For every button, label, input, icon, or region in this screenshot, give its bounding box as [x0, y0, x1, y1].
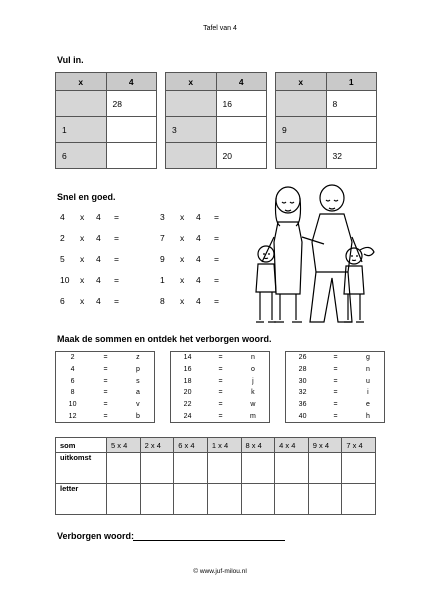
sum-cell: 1 x 4 [207, 438, 241, 453]
letter-cell[interactable] [342, 484, 376, 515]
table-header-cell: x [56, 73, 107, 91]
family-illustration [240, 182, 390, 332]
drill-factor: 7 [160, 233, 165, 243]
table-header-cell: x [166, 73, 217, 91]
letter-cell[interactable] [275, 484, 309, 515]
drill-factor: 2 [60, 233, 65, 243]
table-cell-value: 9 [276, 117, 327, 143]
code-row: 20 = k [183, 389, 255, 397]
drill-token: x [180, 212, 185, 222]
drill-factor: 4 [60, 212, 65, 222]
drill-factor: 9 [160, 254, 165, 264]
table-cell-input[interactable] [216, 117, 267, 143]
drill-equals: = [214, 254, 219, 264]
code-row: 40 = h [298, 412, 370, 420]
code-row: 6 = s [70, 377, 140, 385]
code-row: 4 = p [70, 366, 140, 374]
drill-token: 4 [196, 233, 201, 243]
drill-token: x [180, 233, 185, 243]
drill-equals: = [114, 275, 119, 285]
drill-token: 4 [196, 275, 201, 285]
drill-token: 4 [196, 212, 201, 222]
drill-token: x [80, 296, 85, 306]
section-heading-vul-in: Vul in. [57, 55, 84, 65]
answer-cell[interactable] [342, 453, 376, 484]
letter-cell[interactable] [241, 484, 275, 515]
code-table-3 [285, 351, 385, 423]
drill-token: 4 [96, 275, 101, 285]
drill-equals: = [114, 233, 119, 243]
sum-cell: 7 x 4 [342, 438, 376, 453]
answer-cell[interactable] [308, 453, 342, 484]
drill-token: x [180, 275, 185, 285]
drill-factor: 5 [60, 254, 65, 264]
section-heading-snel-en-goed: Snel en goed. [57, 192, 116, 202]
sum-cell: 4 x 4 [275, 438, 309, 453]
code-row: 22 = w [183, 401, 256, 409]
table-cell-value: 16 [216, 91, 267, 117]
sum-cell: 2 x 4 [140, 438, 174, 453]
code-row: 12 = b [68, 412, 140, 420]
table-cell-input[interactable] [166, 91, 217, 117]
drill-token: 4 [96, 233, 101, 243]
letter-cell[interactable] [140, 484, 174, 515]
row-label-uitkomst: uitkomst [56, 453, 107, 484]
code-row: 28 = n [298, 366, 370, 374]
fill-table-1 [55, 72, 157, 169]
drill-equals: = [114, 296, 119, 306]
hidden-word-answer-line[interactable] [133, 540, 285, 541]
letter-cell[interactable] [174, 484, 208, 515]
drill-token: x [180, 254, 185, 264]
drill-factor: 3 [160, 212, 165, 222]
drill-factor: 1 [160, 275, 165, 285]
table-header-cell: 4 [216, 73, 267, 91]
table-cell-input[interactable] [276, 143, 327, 169]
drill-token: 4 [196, 254, 201, 264]
table-cell-input[interactable] [276, 91, 327, 117]
code-row: 30 = u [298, 377, 370, 385]
fill-table-3 [275, 72, 377, 169]
answer-cell[interactable] [207, 453, 241, 484]
code-row: 32 = i [298, 389, 369, 397]
sum-cell: 8 x 4 [241, 438, 275, 453]
drill-token: x [80, 254, 85, 264]
table-cell-value: 20 [216, 143, 267, 169]
code-row: 14 = n [183, 354, 255, 362]
code-row: 24 = m [183, 412, 256, 420]
hidden-word-label: Verborgen woord: [57, 531, 135, 541]
row-label-letter: letter [56, 484, 107, 515]
sum-cell: 6 x 4 [174, 438, 208, 453]
code-table-1 [55, 351, 155, 423]
answer-cell[interactable] [107, 453, 141, 484]
drill-equals: = [214, 212, 219, 222]
drill-token: x [80, 212, 85, 222]
code-row: 16 = o [183, 366, 255, 374]
sum-cell: 9 x 4 [308, 438, 342, 453]
table-cell-value: 28 [106, 91, 157, 117]
drill-equals: = [214, 296, 219, 306]
drill-token: 4 [96, 296, 101, 306]
drill-factor: 6 [60, 296, 65, 306]
code-table-2 [170, 351, 270, 423]
drill-token: 4 [96, 212, 101, 222]
code-row: 26 = g [298, 354, 370, 362]
drill-equals: = [114, 254, 119, 264]
drill-equals: = [114, 212, 119, 222]
table-header-cell: 1 [326, 73, 377, 91]
drill-token: 4 [196, 296, 201, 306]
table-header-cell: 4 [106, 73, 157, 91]
table-cell-value: 8 [326, 91, 377, 117]
table-cell-input[interactable] [106, 143, 157, 169]
code-row: 18 = j [183, 377, 254, 385]
table-cell-value: 6 [56, 143, 107, 169]
drill-factor: 8 [160, 296, 165, 306]
table-cell-input[interactable] [166, 143, 217, 169]
answer-cell[interactable] [275, 453, 309, 484]
page-title: Tafel van 4 [203, 25, 237, 32]
table-cell-value: 32 [326, 143, 377, 169]
code-row: 10 = v [68, 401, 140, 409]
drill-token: 4 [96, 254, 101, 264]
drill-factor: 10 [60, 275, 70, 285]
drill-token: x [80, 233, 85, 243]
section-heading-verborgen-woord: Maak de sommen en ontdek het verborgen woord. [57, 334, 272, 344]
code-row: 8 = a [70, 389, 140, 397]
letter-cell[interactable] [308, 484, 342, 515]
answer-cell[interactable] [140, 453, 174, 484]
letter-cell[interactable] [107, 484, 141, 515]
table-cell-value: 3 [166, 117, 217, 143]
drill-equals: = [214, 275, 219, 285]
answer-grid [55, 437, 376, 515]
table-cell-value: 1 [56, 117, 107, 143]
footer-credit: © www.juf-milou.nl [193, 568, 247, 575]
table-cell-input[interactable] [56, 91, 107, 117]
row-label-som: som [56, 438, 107, 453]
sum-cell: 5 x 4 [107, 438, 141, 453]
table-cell-input[interactable] [326, 117, 377, 143]
answer-cell[interactable] [241, 453, 275, 484]
drill-token: x [180, 296, 185, 306]
code-row: 36 = e [298, 401, 370, 409]
answer-cell[interactable] [174, 453, 208, 484]
table-cell-input[interactable] [106, 117, 157, 143]
drill-token: x [80, 275, 85, 285]
fill-table-2 [165, 72, 267, 169]
table-header-cell: x [276, 73, 327, 91]
letter-cell[interactable] [207, 484, 241, 515]
code-row: 2 = z [70, 354, 140, 362]
drill-equals: = [214, 233, 219, 243]
